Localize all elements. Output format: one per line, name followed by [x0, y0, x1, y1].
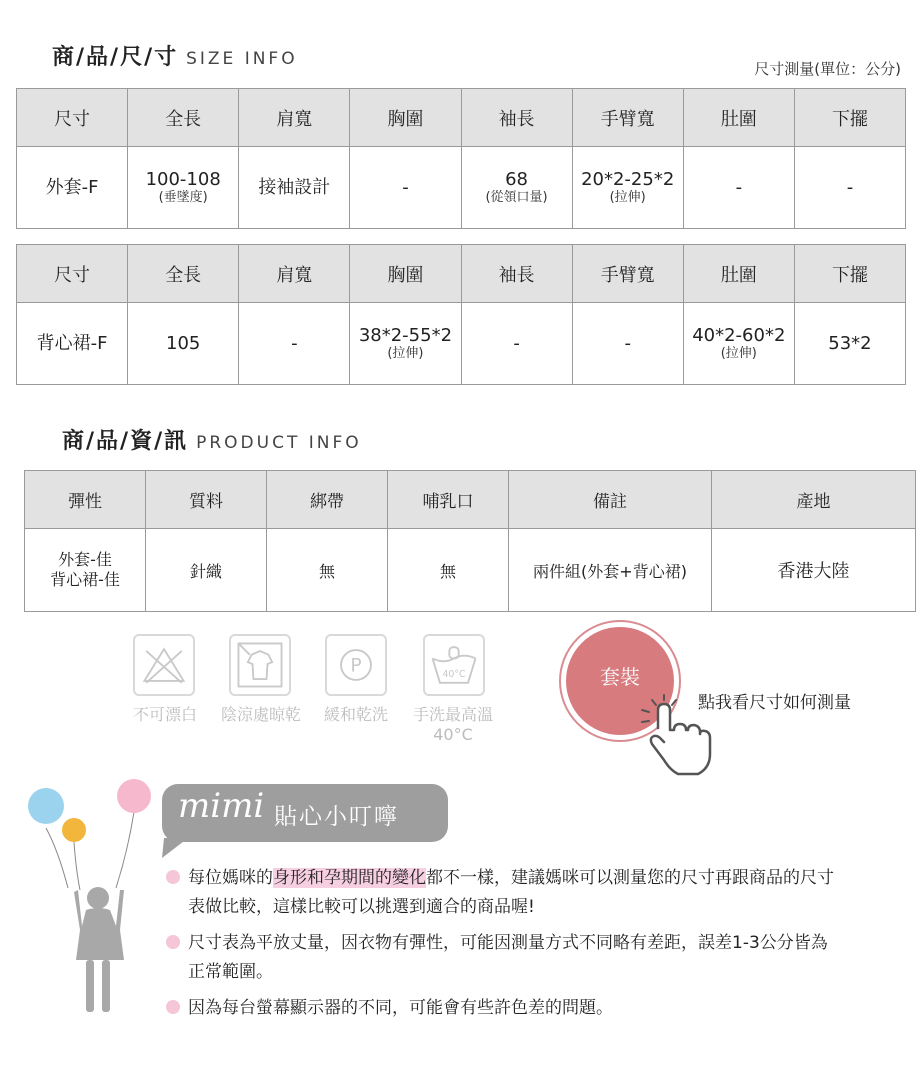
tip-text: 尺寸表為平放丈量，因衣物有彈性，可能因測量方式不同略有差距，誤差1-3公分皆為	[188, 933, 828, 953]
cell-origin: 香港大陸	[712, 529, 916, 612]
cell-shoulder	[239, 147, 350, 229]
cell-sub: (拉伸)	[720, 345, 757, 361]
size-table-jacket	[16, 88, 906, 229]
cell-main: -	[513, 332, 520, 354]
cell-material: 針織	[146, 529, 267, 612]
cell-waist	[683, 147, 794, 229]
header-length: 全長	[128, 89, 239, 147]
measure-guide-link[interactable]: 點我看尺寸如何測量	[698, 693, 851, 713]
product-info-title	[62, 424, 362, 455]
header-sleeve: 袖長	[461, 245, 572, 303]
cell-main: 20*2-25*2	[581, 168, 675, 190]
care-label-hand-wash-line2: 40°C	[433, 725, 473, 744]
care-label-no-bleach: 不可漂白	[132, 705, 197, 724]
cell-length	[128, 147, 239, 229]
cell-elasticity	[25, 529, 146, 612]
table-row	[17, 303, 906, 385]
header-waist: 肚圍	[683, 245, 794, 303]
tip-text: 都不一樣，建議媽咪可以測量您的尺寸再跟商品的尺寸	[426, 868, 834, 888]
product-info-title-zh: 商/品/資/訊	[62, 429, 189, 454]
shade-dry-icon	[229, 634, 291, 696]
header-origin: 產地	[712, 471, 916, 529]
cell-arm-width	[572, 147, 683, 229]
table-row	[17, 147, 906, 229]
cell-chest	[350, 303, 461, 385]
table-row	[25, 529, 916, 612]
header-material: 質料	[146, 471, 267, 529]
cell-main: 接袖設計	[258, 176, 331, 198]
balloon-girl-illustration	[20, 770, 165, 1060]
dry-clean-symbol: P	[350, 655, 362, 677]
size-info-title	[52, 40, 298, 71]
header-arm-width: 手臂寬	[572, 245, 683, 303]
set-badge[interactable]: 套裝	[566, 627, 674, 735]
cell-main: 53*2	[828, 332, 872, 354]
product-info-title-en: PRODUCT INFO	[196, 433, 362, 453]
product-info-table	[24, 470, 916, 612]
care-label-shade-dry: 陰涼處晾乾	[220, 705, 301, 724]
cell-main: 105	[166, 332, 201, 354]
hand-wash-icon	[423, 634, 485, 696]
cell-shoulder	[239, 303, 350, 385]
header-shoulder: 肩寬	[239, 89, 350, 147]
cell-main: 外套-佳	[58, 550, 112, 569]
unit-note: 尺寸測量(單位：公分)	[754, 60, 901, 78]
cell-main: -	[624, 332, 631, 354]
cell-main: -	[291, 332, 298, 354]
header-size: 尺寸	[17, 245, 128, 303]
cell-main: 40*2-60*2	[692, 324, 786, 346]
cell-waist	[683, 303, 794, 385]
header-hem: 下擺	[794, 245, 905, 303]
header-elasticity: 彈性	[25, 471, 146, 529]
cell-arm-width	[572, 303, 683, 385]
header-chest: 胸圍	[350, 89, 461, 147]
cell-chest	[350, 147, 461, 229]
cell-main: 100-108	[145, 168, 221, 190]
no-bleach-icon	[133, 634, 195, 696]
care-label-hand-wash-line1: 手洗最高溫	[412, 705, 493, 724]
tip-text: 正常範圍。	[188, 962, 273, 982]
cell-main: 外套-F	[45, 176, 99, 198]
hand-wash-temp: 40°C	[442, 669, 466, 681]
header-waist: 肚圍	[683, 89, 794, 147]
cell-main: -	[735, 176, 743, 198]
tip-bullet	[166, 1000, 180, 1014]
cell-main: -	[846, 176, 854, 198]
size-info-title-zh: 商/品/尺/寸	[52, 45, 179, 70]
tip-item-2	[188, 929, 828, 987]
size-info-title-en: SIZE INFO	[186, 49, 298, 69]
cell-sleeve	[461, 303, 572, 385]
cell-note: 兩件組(外套+背心裙)	[509, 529, 712, 612]
cell-sub: (從領口量)	[485, 189, 548, 205]
header-nursing: 哺乳口	[388, 471, 509, 529]
header-length: 全長	[128, 245, 239, 303]
tip-bullet	[166, 870, 180, 884]
tip-item-3	[188, 994, 613, 1023]
bubble-tail	[160, 838, 190, 860]
header-shoulder: 肩寬	[239, 245, 350, 303]
cell-sub: (垂墜度)	[158, 189, 208, 205]
cell-sub: (拉伸)	[609, 189, 646, 205]
cell-size	[17, 147, 128, 229]
cell-main: 背心裙-佳	[50, 570, 120, 589]
mimi-logo: mimi	[178, 786, 265, 826]
cell-size	[17, 303, 128, 385]
size-table-dress	[16, 244, 906, 385]
header-hem: 下擺	[794, 89, 905, 147]
tips-title: 貼心小叮嚀	[274, 804, 399, 830]
tip-highlight: 身形和孕期間的變化	[273, 868, 426, 888]
header-strap: 綁帶	[267, 471, 388, 529]
header-sleeve: 袖長	[461, 89, 572, 147]
tip-bullet	[166, 935, 180, 949]
cell-hem	[794, 303, 905, 385]
cell-hem	[794, 147, 905, 229]
tips-banner	[162, 784, 448, 842]
header-arm-width: 手臂寬	[572, 89, 683, 147]
header-note: 備註	[509, 471, 712, 529]
cell-length	[128, 303, 239, 385]
tip-text: 因為每台螢幕顯示器的不同，可能會有些許色差的問題。	[188, 998, 613, 1018]
cell-main: 68	[505, 168, 529, 190]
cell-sub: (拉伸)	[387, 345, 424, 361]
tip-text: 表做比較，這樣比較可以挑選到適合的商品喔!	[188, 897, 535, 917]
tip-text: 每位媽咪的	[188, 868, 273, 888]
care-label-dry-clean: 緩和乾洗	[323, 705, 388, 724]
tip-item-1	[188, 864, 834, 922]
cell-main: -	[402, 176, 409, 198]
care-label-hand-wash	[408, 705, 498, 745]
cell-main: 背心裙-F	[36, 332, 108, 354]
cell-main: 38*2-55*2	[358, 324, 453, 346]
cell-strap: 無	[267, 529, 388, 612]
header-size: 尺寸	[17, 89, 128, 147]
cell-nursing: 無	[388, 529, 509, 612]
cell-sleeve	[461, 147, 572, 229]
header-chest: 胸圍	[350, 245, 461, 303]
dry-clean-icon	[325, 634, 387, 696]
